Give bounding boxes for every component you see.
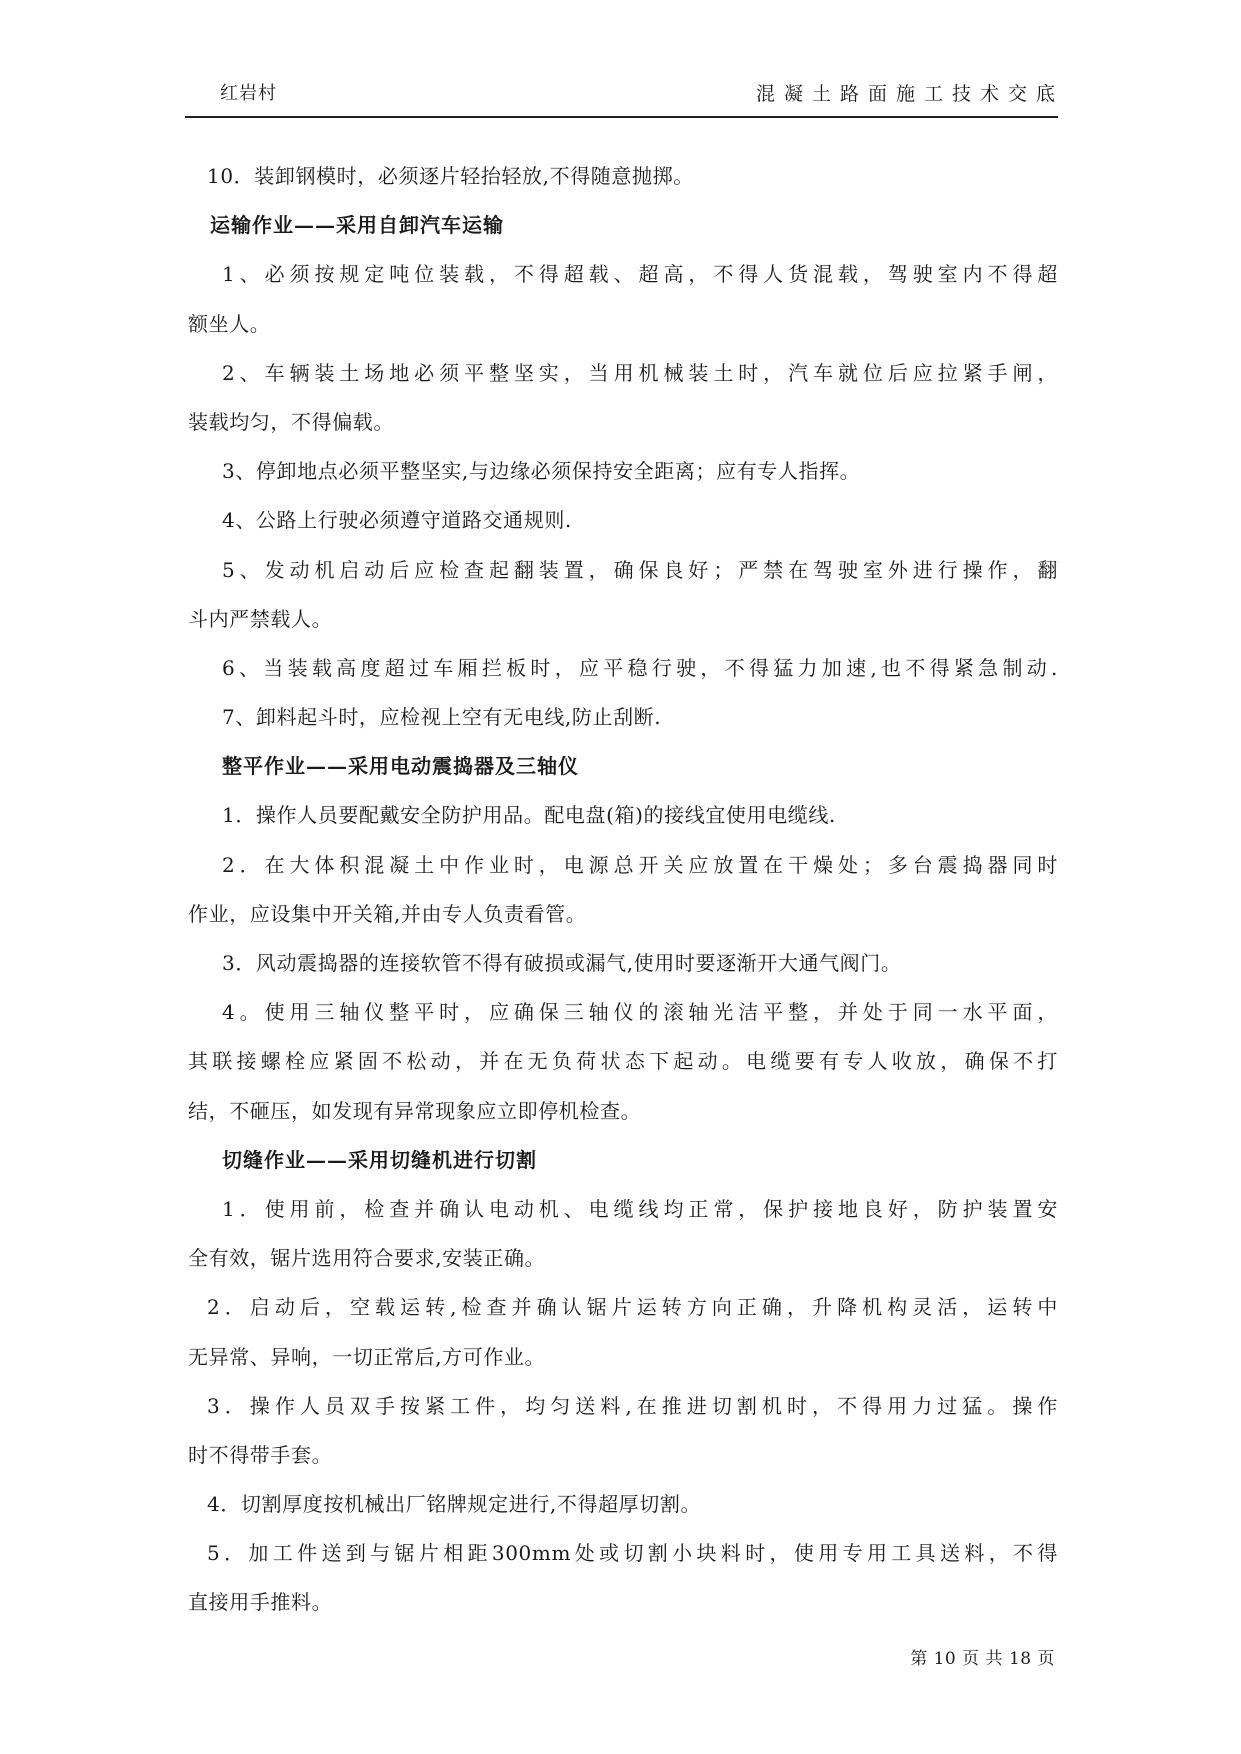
paragraph-line: 10．装卸钢模时，必须逐片轻抬轻放,不得随意抛掷。 bbox=[207, 164, 694, 188]
paragraph-line: 直接用手推料。 bbox=[188, 1590, 333, 1615]
paragraph-line: 其联接螺栓应紧固不松动，并在无负荷状态下起动。电缆要有专人收放，确保不打 bbox=[188, 1049, 1058, 1074]
paragraph-line: 2．启动后，空载运转,检查并确认锯片运转方向正确，升降机构灵活，运转中 bbox=[207, 1295, 1058, 1320]
paragraph-line: 3、停卸地点必须平整坚实,与边缘必须保持安全距离；应有专人指挥。 bbox=[222, 459, 861, 484]
paragraph-line: 额坐人。 bbox=[188, 311, 271, 336]
paragraph-line: 结，不砸压，如发现有异常现象应立即停机检查。 bbox=[188, 1098, 642, 1123]
paragraph-line: 4。使用三轴仪整平时，应确保三轴仪的滚轴光洁平整，并处于同一水平面， bbox=[222, 1000, 1058, 1025]
paragraph-line: 7、卸料起斗时，应检视上空有无电线,防止刮断. bbox=[222, 705, 662, 730]
paragraph-line: 2、车辆装土场地必须平整坚实，当用机械装土时，汽车就位后应拉紧手闸， bbox=[222, 360, 1058, 385]
paragraph-line: 1．使用前，检查并确认电动机、电缆线均正常，保护接地良好，防护装置安 bbox=[222, 1196, 1058, 1221]
paragraph-line: 5、发动机启动后应检查起翻装置，确保良好；严禁在驾驶室外进行操作，翻 bbox=[222, 557, 1058, 582]
paragraph-line: 3．风动震捣器的连接软管不得有破损或漏气,使用时要逐渐开大通气阀门。 bbox=[222, 951, 902, 975]
header-document-title: 混凝土路面施工技术交底 bbox=[755, 83, 1064, 105]
paragraph-line: 3．操作人员双手按紧工件，均匀送料,在推进切割机时，不得用力过猛。操作 bbox=[207, 1393, 1058, 1418]
paragraph-line: 1．操作人员要配戴安全防护用品。配电盘(箱)的接线宜使用电缆线. bbox=[222, 803, 836, 828]
paragraph-line: 4．切割厚度按机械出厂铭牌规定进行,不得超厚切割。 bbox=[207, 1492, 702, 1517]
paragraph-line: 5．加工件送到与锯片相距300mm处或切割小块料时，使用专用工具送料，不得 bbox=[207, 1541, 1058, 1566]
paragraph-line: 2．在大体积混凝土中作业时，电源总开关应放置在干燥处；多台震捣器同时 bbox=[222, 852, 1058, 877]
document-body bbox=[188, 152, 1058, 1628]
paragraph-line: 装载均匀，不得偏载。 bbox=[188, 409, 394, 434]
paragraph-line: 无异常、异响，一切正常后,方可作业。 bbox=[188, 1344, 546, 1369]
page-number: 第 10 页 共 18 页 bbox=[910, 1649, 1055, 1669]
paragraph-line: 6、当装载高度超过车厢拦板时，应平稳行驶，不得猛力加速,也不得紧急制动. bbox=[222, 655, 1058, 680]
section-heading: 切缝作业——采用切缝机进行切割 bbox=[222, 1147, 537, 1172]
header-divider bbox=[185, 116, 1058, 118]
paragraph-line: 作业，应设集中开关箱,并由专人负责看管。 bbox=[188, 901, 587, 926]
header-village-name: 红岩村 bbox=[220, 83, 277, 104]
paragraph-line: 时不得带手套。 bbox=[188, 1442, 333, 1467]
section-heading: 整平作业——采用电动震捣器及三轴仪 bbox=[222, 754, 579, 779]
paragraph-line: 4、公路上行驶必须遵守道路交通规则. bbox=[222, 508, 572, 533]
paragraph-line: 全有效，锯片选用符合要求,安装正确。 bbox=[188, 1246, 546, 1271]
section-heading: 运输作业——采用自卸汽车运输 bbox=[210, 213, 504, 238]
paragraph-line: 斗内严禁载人。 bbox=[188, 606, 333, 631]
paragraph-line: 1、必须按规定吨位装载，不得超载、超高，不得人货混载，驾驶室内不得超 bbox=[222, 262, 1058, 287]
